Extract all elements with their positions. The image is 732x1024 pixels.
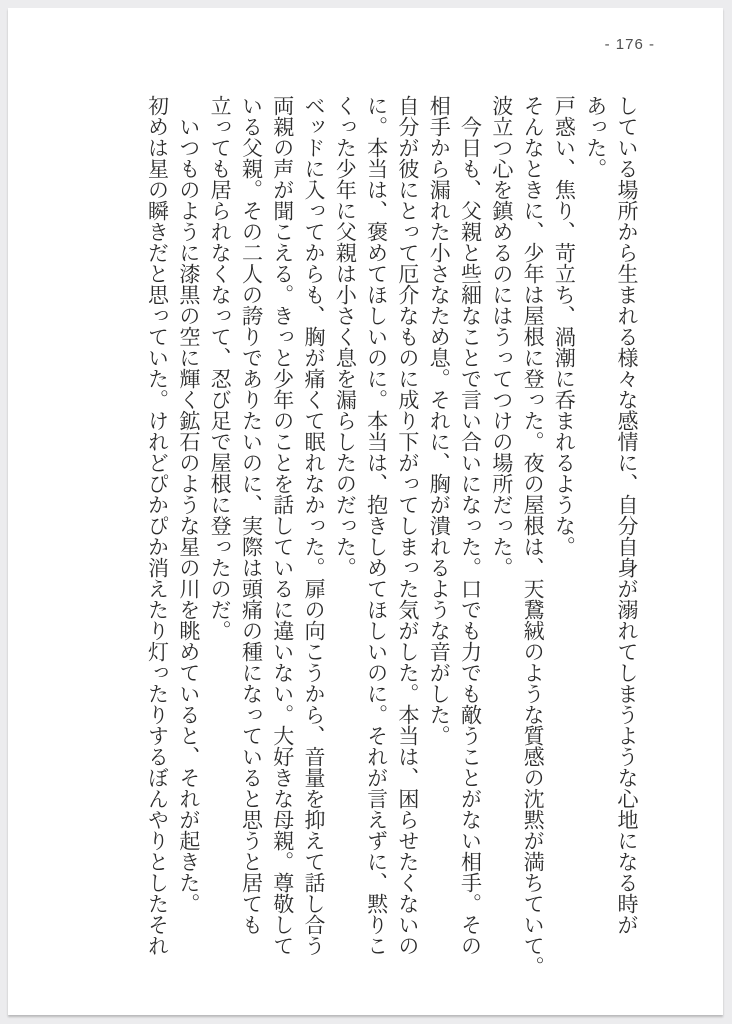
text-line: 今日も、父親と些細なことで言い合いになった。口でも力でも敵うことがない相手。その <box>458 95 483 956</box>
text-line: 戸惑い、焦り、苛立ち、渦潮に呑まれるような。 <box>552 95 577 557</box>
page-number: - 176 - <box>604 36 655 53</box>
text-line: 波立つ心を鎮めるのにはうってつけの場所だった。 <box>489 95 514 578</box>
text-line: している場所から生まれる様々な感情に、自分自身が溺れてしまうような心地になる時が <box>615 95 639 935</box>
text-line: 相手から漏れた小さなため息。それに、胸が潰れるような音がした。 <box>427 95 452 746</box>
text-columns <box>141 95 642 977</box>
text-line: くった少年に父親は小さく息を漏らしたのだった。 <box>333 95 358 578</box>
text-line: 立っても居られなくなって、忍び足で屋根に登ったのだ。 <box>208 95 233 641</box>
text-line: 初めは星の瞬きだと思っていた。けれどぴかぴか消えたり灯ったりするぼんやりとしたそれ <box>145 95 170 956</box>
text-line: いる父親。その二人の誇りでありたいのに、実際は頭痛の種になっていると思うと居ても <box>239 95 264 935</box>
text-line: 自分が彼にとって厄介なものに成り下がってしまった気がした。本当は、困らせたくないの <box>395 95 420 956</box>
text-line: いつものように漆黒の空に輝く鉱石のような星の川を眺めていると、それが起きた。 <box>176 95 201 914</box>
text-line: 両親の声が聞こえる。きっと少年のことを話しているに違いない。大好きな母親。尊敬して <box>270 95 295 956</box>
book-page[interactable] <box>8 8 723 1015</box>
text-line: あった。 <box>583 95 608 179</box>
text-line: そんなときに、少年は屋根に登った。夜の屋根は、天鵞絨のような質感の沈黙が満ちていて。 <box>521 95 546 977</box>
text-line: ベッドに入ってからも、胸が痛くて眠れなかった。扉の向こうから、音量を抑えて話し合う <box>302 95 327 956</box>
text-line: に。本当は、褒めてほしいのに。本当は、抱きしめてほしいのに。それが言えずに、黙りこ <box>364 95 389 956</box>
